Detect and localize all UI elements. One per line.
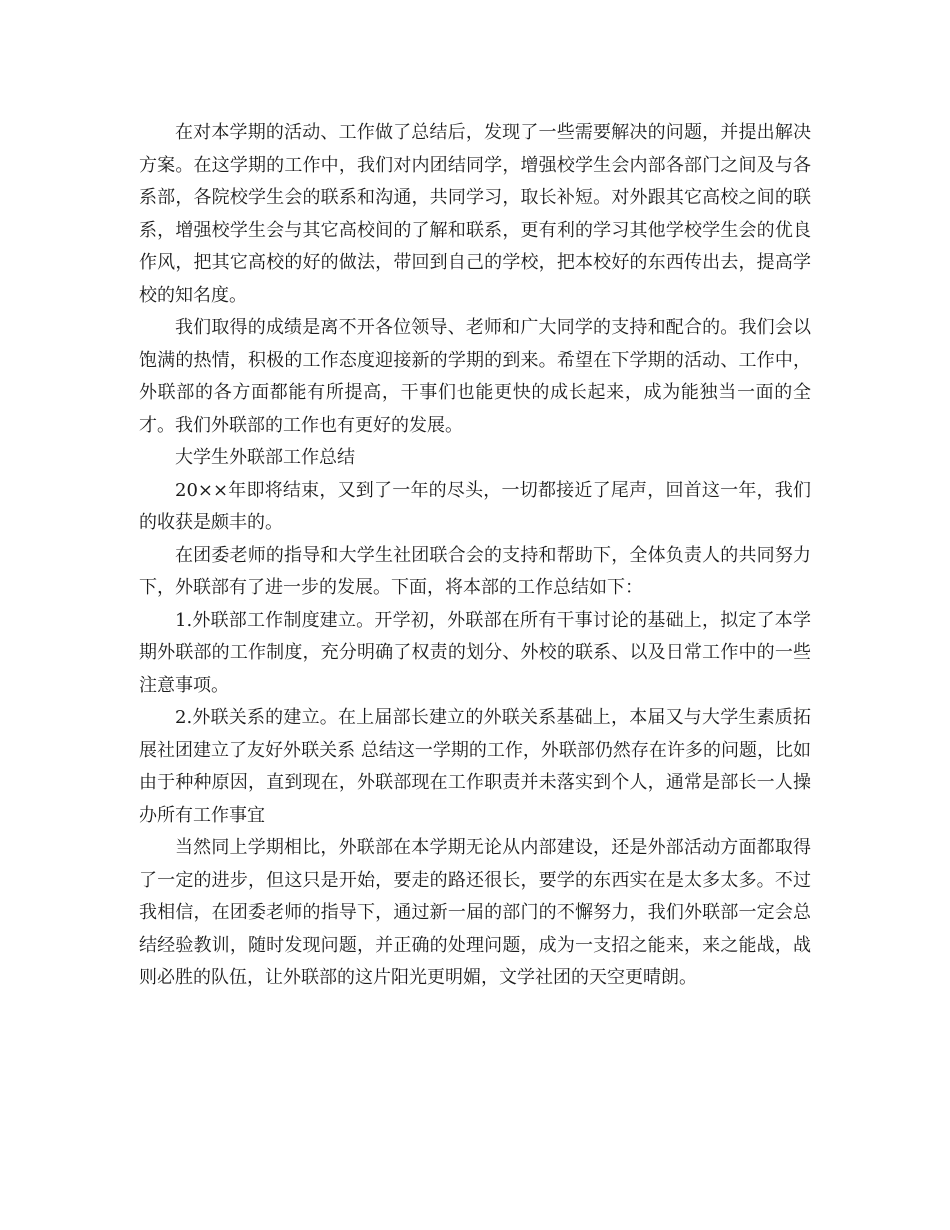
paragraph-conclusion: 当然同上学期相比，外联部在本学期无论从内部建设，还是外部活动方面都取得了一定的进步，但这只是开始，要走的路还很长，要学的东西实在是太多太多。不过我相信，在团委老师的指导下，通过新一届的部门的不懈努力，我们外联部一定会总结经验教训，随时发现问题，并正确的处理问题，成为一支招之能来，来之能战，战则必胜的队伍，让外联部的这片阳光更明媚，文学社团的天空更晴朗。 (139, 837, 811, 988)
paragraph-item-2: 2.外联关系的建立。在上届部长建立的外联关系基础上，本届又与大学生素质拓展社团建立了友好外联关系 总结这一学期的工作，外联部仍然存在许多的问题，比如由于种种原因，直到现在，外联部现在工作职责并未落实到个人，通常是部长一人操办所有工作事宜 (139, 707, 811, 826)
paragraph-year-review: 20××年即将结束，又到了一年的尽头，一切都接近了尾声，回首这一年，我们的收获是颇丰的。 (139, 479, 811, 533)
paragraph-guidance: 在团委老师的指导和大学生社团联合会的支持和帮助下，全体负责人的共同努力下，外联部有了进一步的发展。下面，将本部的工作总结如下： (139, 544, 811, 598)
paragraph-achievements: 我们取得的成绩是离不开各位领导、老师和广大同学的支持和配合的。我们会以饱满的热情，积极的工作态度迎接新的学期的到来。希望在下学期的活动、工作中，外联部的各方面都能有所提高，干事们也能更快的成长起来，成为能独当一面的全才。我们外联部的工作也有更好的发展。 (139, 317, 811, 436)
paragraph-intro-summary: 在对本学期的活动、工作做了总结后，发现了一些需要解决的问题，并提出解决方案。在这学期的工作中，我们对内团结同学，增强校学生会内部各部门之间及与各系部，各院校学生会的联系和沟通，共同学习，取长补短。对外跟其它高校之间的联系，增强校学生会与其它高校间的了解和联系，更有利的学习其他学校学生会的优良作风，把其它高校的好的做法，带回到自己的学校，把本校好的东西传出去，提高学校的知名度。 (139, 122, 811, 306)
document-body (139, 117, 811, 995)
section-heading: 大学生外联部工作总结 (175, 447, 355, 468)
paragraph-item-1: 1.外联部工作制度建立。开学初，外联部在所有干事讨论的基础上，拟定了本学期外联部的工作制度，充分明确了权责的划分、外校的联系、以及日常工作中的一些注意事项。 (139, 609, 811, 696)
